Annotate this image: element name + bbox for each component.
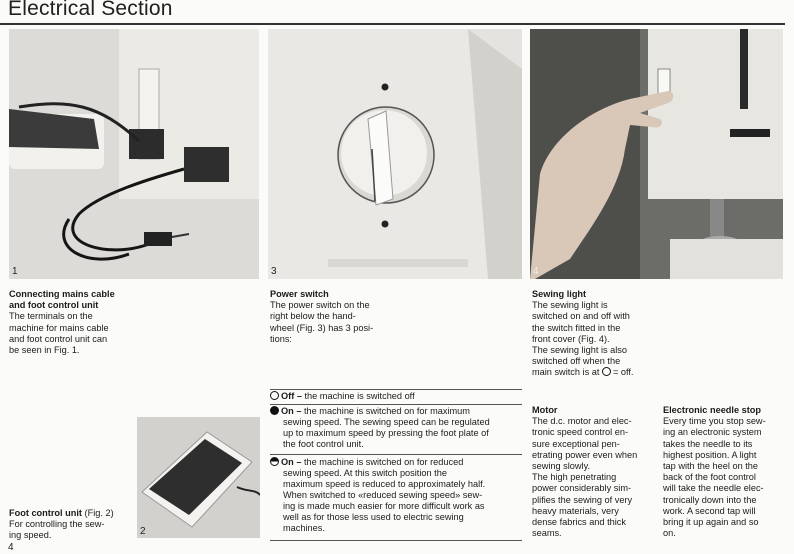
figure-3-photo <box>268 29 522 279</box>
foot-control-section <box>9 508 134 542</box>
mains-line: be seen in Fig. 1. <box>9 345 80 356</box>
sewing-light-suffix: = off. <box>612 367 634 378</box>
motor-line: seams. <box>532 528 562 539</box>
filled-circle-icon <box>270 406 279 415</box>
half-circle-icon <box>270 457 279 466</box>
figure-4-photo <box>530 29 783 279</box>
option-dash: – <box>294 391 305 401</box>
sewing-light-line: switched off when the <box>532 356 621 367</box>
sewing-light-line: The sewing light is <box>532 300 608 311</box>
option-text: When switched to «reduced sewing speed» sew- <box>283 490 483 500</box>
needle-stop-line: tronically down into the <box>663 494 757 505</box>
figure-3-number: 3 <box>271 266 277 277</box>
mains-line: and foot control unit can <box>9 333 108 344</box>
switch-option-off <box>270 391 524 402</box>
needle-stop-heading: Electronic needle stop <box>663 405 762 415</box>
needle-stop-line: Every time you stop sew- <box>663 416 766 427</box>
motor-line: sewing slowly. <box>532 461 591 472</box>
sewing-light-heading: Sewing light <box>532 289 587 299</box>
motor-line: heavy materials, very <box>532 505 619 516</box>
option-text: sewing speed. The sewing speed can be regulated <box>283 417 490 427</box>
options-divider <box>270 389 522 390</box>
option-text: ing is made much easier for more difficult work as <box>283 501 485 511</box>
mains-heading-1: Connecting mains cable <box>9 289 115 299</box>
figure-1-number: 1 <box>12 266 18 277</box>
needle-stop-line: back of the foot control <box>663 472 756 483</box>
figure-2-photo <box>137 417 260 538</box>
needle-stop-line: bring it up again and so <box>663 517 759 528</box>
sewing-light-section <box>532 289 662 379</box>
option-text: the machine is switched on for maximum <box>303 406 470 416</box>
figure-2-number: 2 <box>140 526 146 537</box>
needle-stop-line: work. A second tap will <box>663 505 756 516</box>
needle-stop-line: will take the needle elec- <box>663 483 764 494</box>
sewing-light-last-line <box>532 367 662 378</box>
sewing-light-line: switched on and off with <box>532 311 630 322</box>
figure-1-photo <box>9 29 259 279</box>
needle-stop-line: ing an electronic system <box>663 427 762 438</box>
option-text: up to maximum speed by pressing the foot plate of <box>283 428 489 438</box>
motor-line: etrating power even when <box>532 449 638 460</box>
options-divider <box>270 404 522 405</box>
open-circle-icon <box>270 391 279 400</box>
power-switch-line: wheel (Fig. 3) has 3 posi- <box>270 322 374 333</box>
motor-section <box>532 405 660 539</box>
mains-heading-2: and foot control unit <box>9 300 99 311</box>
option-text: maximum speed is reduced to approximately half. <box>283 479 486 489</box>
mains-section <box>9 289 139 356</box>
power-switch-line: right below the hand- <box>270 311 356 322</box>
figure-4-number: 4 <box>533 266 539 277</box>
option-text: the machine is switched off <box>304 391 415 401</box>
motor-line: The high penetrating <box>532 472 617 483</box>
switch-option-full <box>270 406 524 450</box>
mains-line: The terminals on the <box>9 311 93 322</box>
open-circle-icon <box>602 367 611 376</box>
option-label: Off <box>281 391 295 401</box>
option-label: On <box>281 406 294 416</box>
switch-option-reduced <box>270 457 524 534</box>
option-text: the foot control unit. <box>283 439 364 449</box>
power-switch-heading: Power switch <box>270 289 329 299</box>
foot-control-heading: Foot control unit <box>9 508 82 518</box>
motor-heading: Motor <box>532 405 558 415</box>
sewing-light-line: the switch fitted in the <box>532 322 621 333</box>
sewing-light-line: The sewing light is also <box>532 345 627 356</box>
power-switch-section <box>270 289 400 345</box>
foot-control-line: For controlling the sew- <box>9 519 105 530</box>
sewing-light-line: main switch is at <box>532 367 600 378</box>
motor-line: tronic speed control en- <box>532 427 629 438</box>
option-text: sewing speed. At this switch position the <box>283 468 447 478</box>
title-divider <box>0 23 785 25</box>
foot-control-heading-suffix: (Fig. 2) <box>81 508 114 518</box>
motor-line: power considerably sim- <box>532 483 632 494</box>
option-text: machines. <box>283 523 325 533</box>
option-text: well as for those less used to electric sewing <box>283 512 464 522</box>
motor-line: dense fabrics and thick <box>532 517 626 528</box>
needle-stop-line: highest position. A light <box>663 449 757 460</box>
page-title: Electrical Section <box>8 0 173 20</box>
motor-line: plifies the sewing of very <box>532 494 633 505</box>
needle-stop-line: on. <box>663 528 676 539</box>
sewing-light-line: front cover (Fig. 4). <box>532 333 610 344</box>
mains-line: machine for mains cable <box>9 322 109 333</box>
option-label: On <box>281 457 294 467</box>
options-divider <box>270 540 522 541</box>
needle-stop-section <box>663 405 791 539</box>
power-switch-line: tions: <box>270 333 292 344</box>
motor-line: The d.c. motor and elec- <box>532 416 632 427</box>
page-number: 4 <box>8 542 14 553</box>
option-text: the machine is switched on for reduced <box>303 457 464 467</box>
needle-stop-line: tap with the heel on the <box>663 461 759 472</box>
foot-control-line: ing speed. <box>9 530 52 541</box>
motor-line: sure exceptional pen- <box>532 438 620 449</box>
power-switch-line: The power switch on the <box>270 300 370 311</box>
option-dash: – <box>293 457 304 467</box>
needle-stop-line: takes the needle to its <box>663 438 753 449</box>
option-dash: – <box>293 406 304 416</box>
options-divider <box>270 454 522 455</box>
